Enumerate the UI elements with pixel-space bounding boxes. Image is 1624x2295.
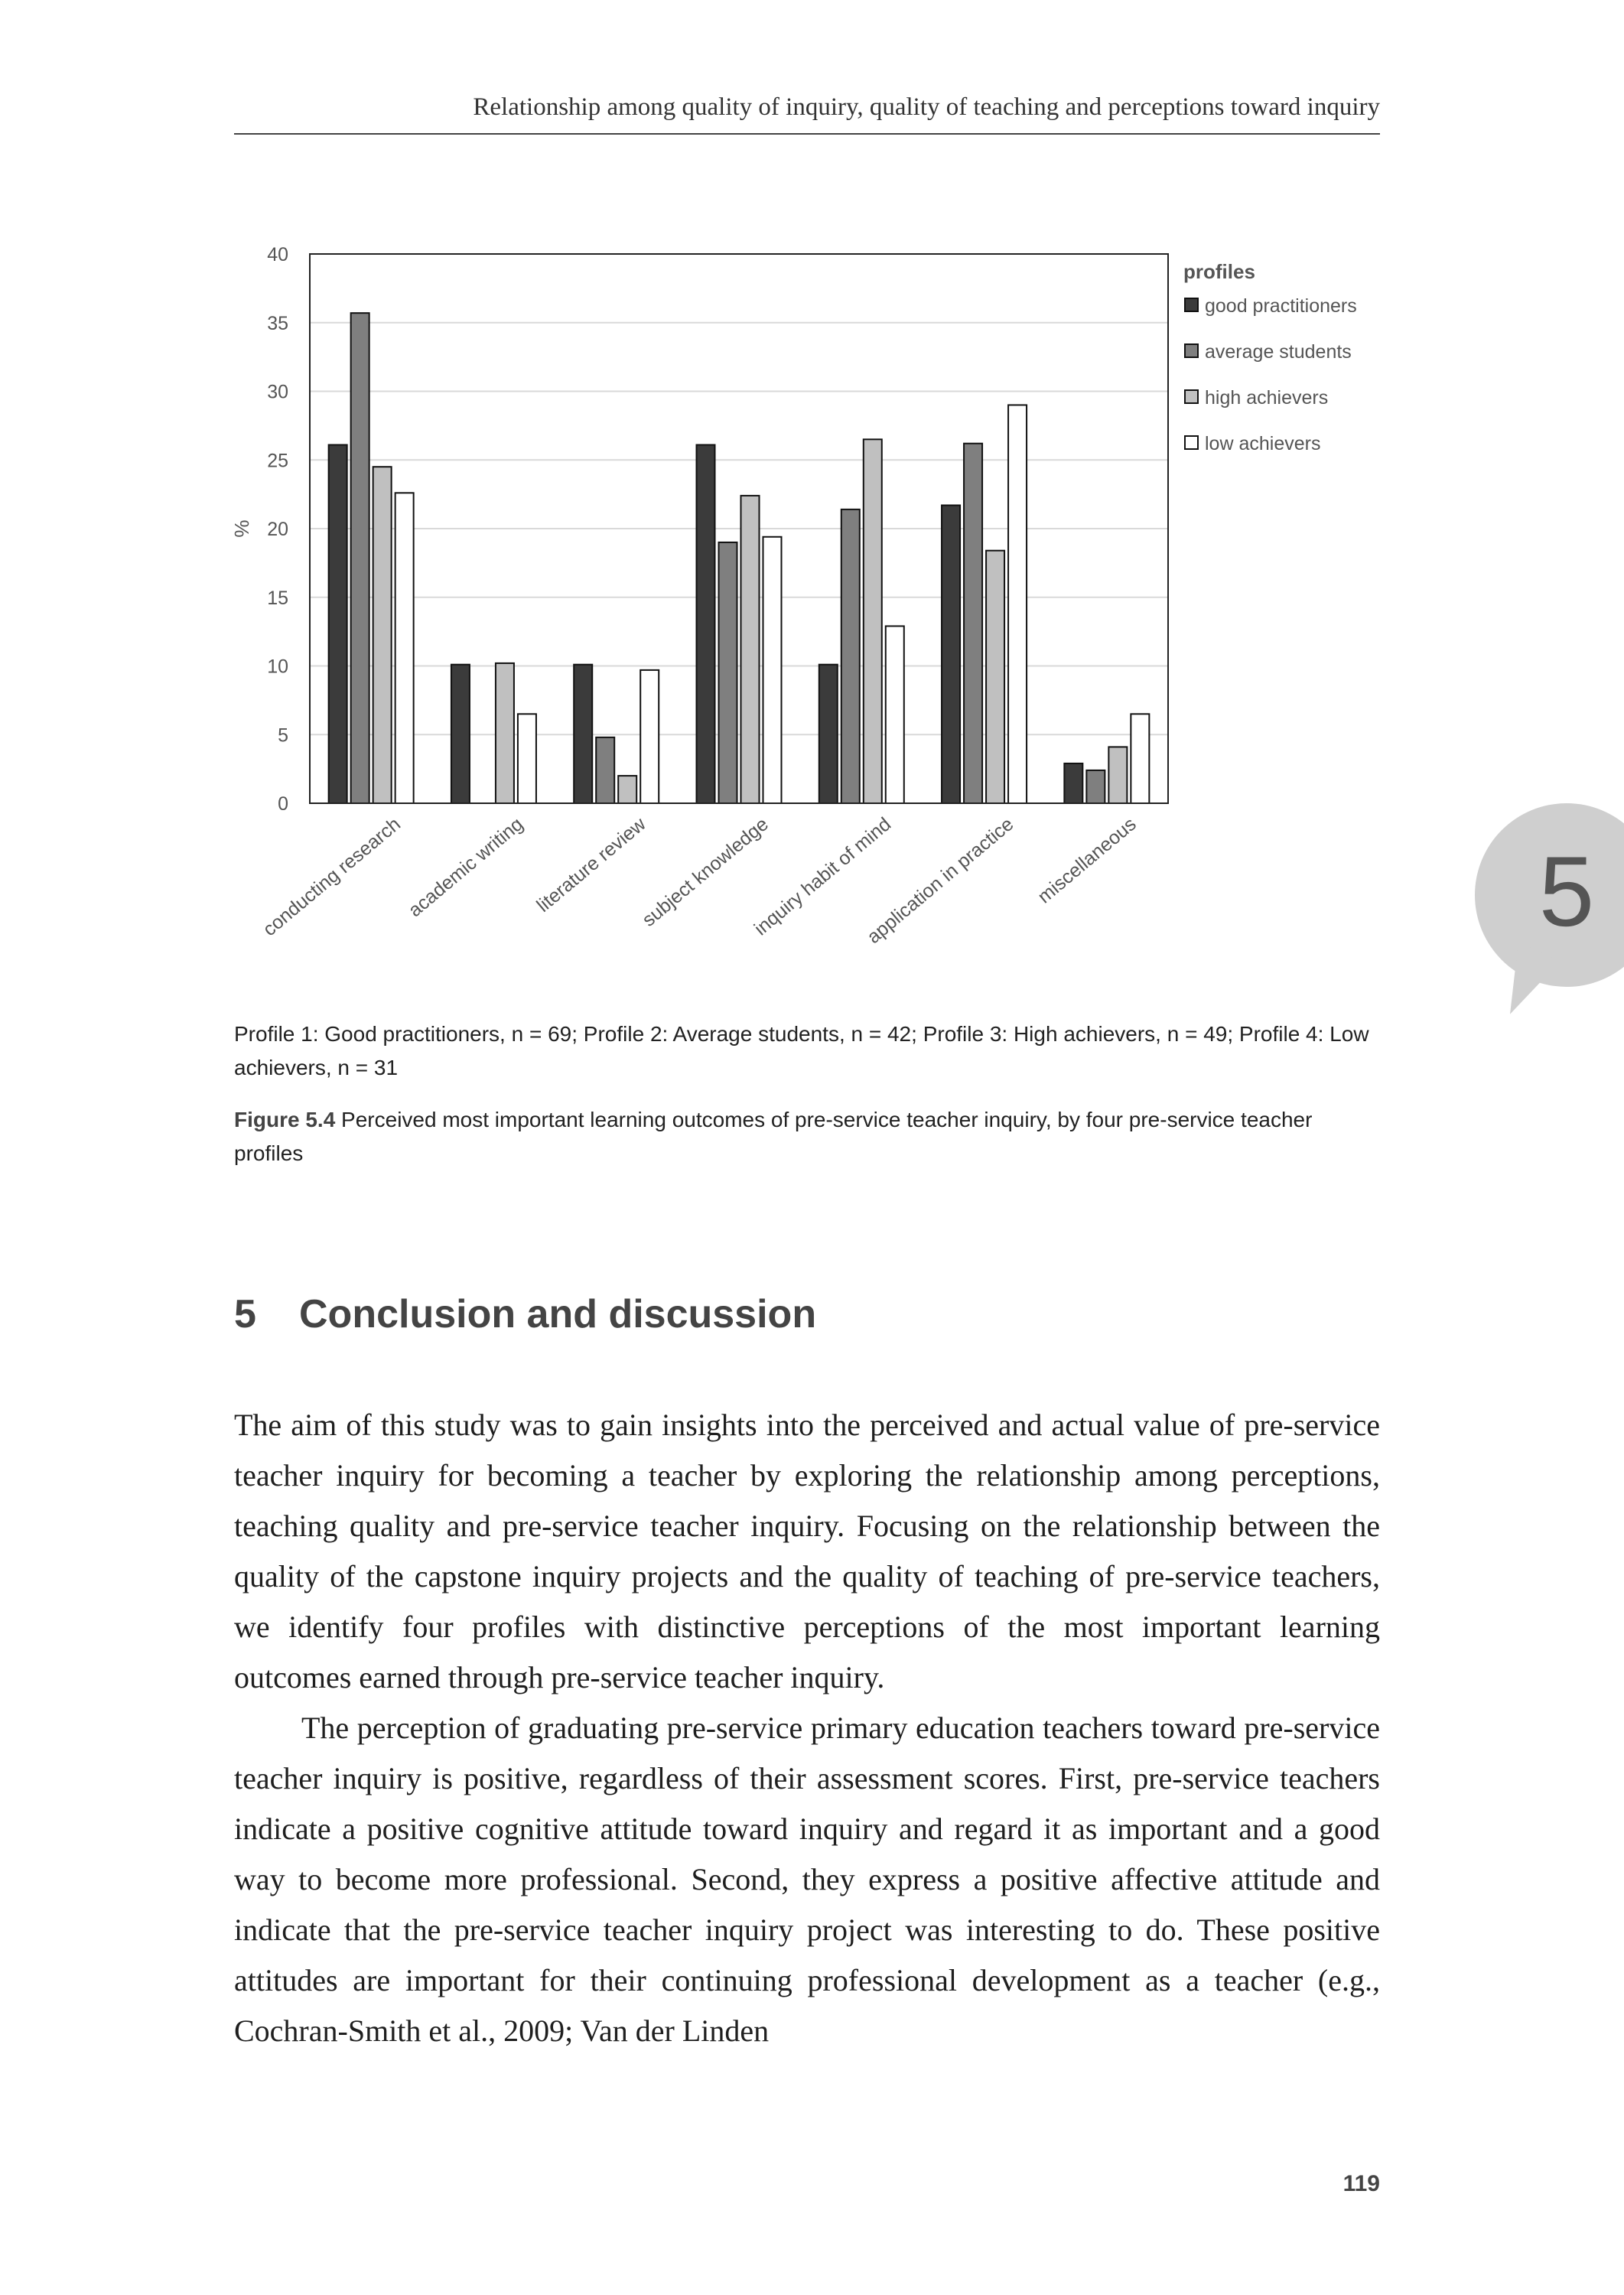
bar (640, 670, 659, 803)
figure-caption (234, 1103, 1380, 1170)
header-rule (234, 133, 1380, 135)
bar (964, 444, 982, 803)
legend-swatch (1185, 436, 1198, 449)
legend-swatch (1185, 298, 1198, 311)
legend-label: good practitioners (1205, 295, 1357, 317)
figure-caption-text: Perceived most important learning outcomes of pre-service teacher inquiry, by four pre-service teacher profiles (234, 1108, 1313, 1165)
bar (395, 493, 414, 803)
bar-chart (214, 230, 1408, 994)
x-tick-label: application in practice (863, 813, 1018, 949)
bar (864, 439, 882, 803)
x-axis-ticks (259, 813, 1141, 949)
chart-bars (329, 313, 1150, 803)
bar (841, 509, 860, 803)
bar (719, 542, 737, 803)
bar (1008, 405, 1027, 803)
running-header: Relationship among quality of inquiry, quality of teaching and perceptions toward inquiry (473, 93, 1380, 121)
bar (351, 313, 369, 803)
bar (942, 505, 960, 803)
chart-legend (1183, 260, 1357, 454)
y-tick-label: 35 (267, 312, 288, 334)
bar (496, 663, 514, 803)
y-tick-label: 20 (267, 519, 288, 540)
legend-label: high achievers (1205, 387, 1329, 409)
section-heading (234, 1291, 1380, 1337)
bar (1108, 747, 1127, 803)
y-tick-label: 15 (267, 587, 288, 609)
figure-note: Profile 1: Good practitioners, n = 69; Profile 2: Average students, n = 42; Profile 3: High achievers, n = 49; Profile 4: Low achievers, n = 31 (234, 1022, 1369, 1079)
bar (618, 776, 636, 803)
bar (373, 467, 392, 803)
bar (741, 496, 760, 803)
y-axis-ticks (267, 244, 288, 815)
page-number: 119 (1342, 2171, 1380, 2196)
bar (329, 445, 347, 803)
figure-label: Figure 5.4 (234, 1108, 336, 1131)
chart-gridlines (310, 323, 1168, 735)
bar (451, 665, 470, 803)
bar (819, 665, 838, 803)
legend-swatch (1185, 344, 1198, 357)
bar (596, 737, 614, 803)
legend-swatch (1185, 390, 1198, 403)
x-tick-label: academic writing (404, 813, 528, 922)
body-text (234, 1400, 1380, 2056)
y-tick-label: 30 (267, 381, 288, 403)
bar (697, 445, 715, 803)
chapter-tab (1475, 803, 1624, 1002)
bar (1086, 770, 1105, 803)
bar (518, 714, 536, 803)
x-tick-label: inquiry habit of mind (750, 813, 896, 940)
y-tick-label: 5 (278, 724, 288, 747)
x-tick-label: literature review (532, 813, 650, 917)
y-tick-label: 0 (278, 793, 288, 815)
bar (886, 626, 904, 803)
y-tick-label: 10 (267, 656, 288, 678)
bar (986, 551, 1004, 803)
bar (574, 665, 592, 803)
paragraph: The perception of graduating pre-service primary education teachers toward pre-service teacher inquiry is positive, regardless of their assessment scores. First, pre-service teachers indicate a positive cognitive attitude toward inquiry and regard it as important and a good way to become more professional. Second, they express a positive affective attitude and indicate that the pre-service teacher inquiry project was interesting to do. These positive attitudes are important for their continuing professional development as a teacher (e.g., Cochran-Smith et al., 2009; Van der Linden (234, 1711, 1380, 2048)
legend-label: average students (1205, 341, 1352, 363)
bar (1064, 763, 1082, 803)
x-tick-label: miscellaneous (1033, 813, 1141, 908)
legend-title: profiles (1183, 260, 1255, 283)
bar (1131, 714, 1149, 803)
legend-label: low achievers (1205, 433, 1321, 454)
section-number: 5 (234, 1292, 256, 1336)
paragraph: The aim of this study was to gain insights into the perceived and actual value of pre-service teacher inquiry for becoming a teacher by exploring the relationship among perceptions, teaching quality and pre-service teacher inquiry. Focusing on the relationship between the quality of the capstone inquiry projects and the quality of teaching of pre-service teachers, we identify four profiles with distinctive perceptions of the most important learning outcomes earned through pre-service teacher inquiry. (234, 1408, 1380, 1694)
x-tick-label: subject knowledge (638, 813, 773, 931)
x-tick-label: conducting research (259, 813, 405, 941)
section-title: Conclusion and discussion (299, 1292, 817, 1336)
y-tick-label: 25 (267, 450, 288, 472)
chapter-tab-number: 5 (1538, 835, 1595, 947)
y-tick-label: 40 (267, 244, 288, 265)
y-axis-label: % (230, 519, 253, 538)
bar (763, 537, 782, 803)
